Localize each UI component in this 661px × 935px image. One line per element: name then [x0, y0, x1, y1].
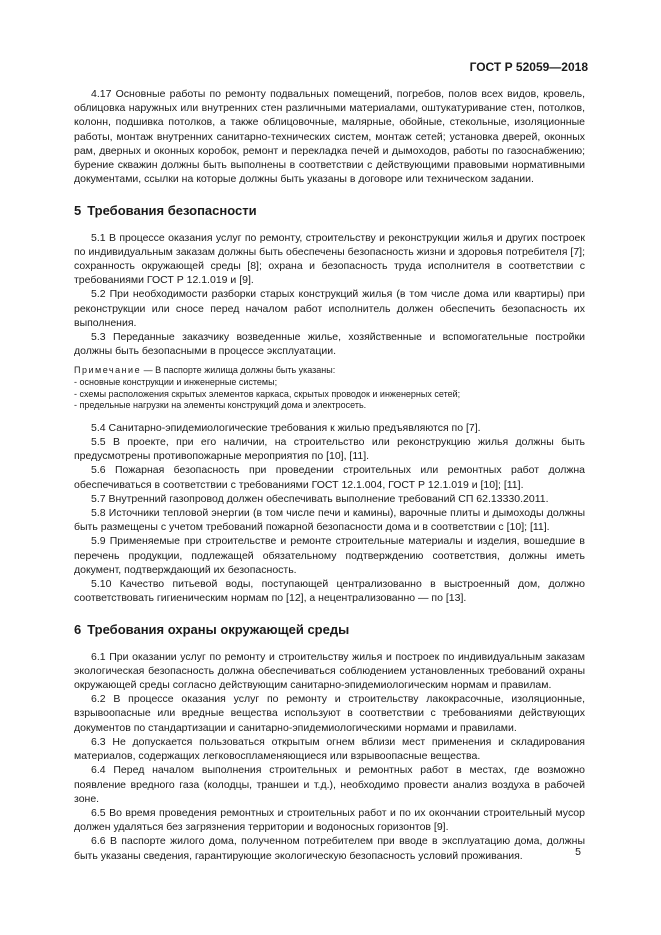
paragraph-5-1: 5.1 В процессе оказания услуг по ремонту, строительству и реконструкции жилья и других построек по индивидуальным заказам должны быть обеспечены безопасность жизни и здоровья потребителя [7]; сохранность окружающей среды [8]; охрана и безопасность труда исполнителя в соответствии с требованиями ГОСТ Р 12.1.019 и [9].: [74, 231, 585, 287]
page-content: [74, 87, 585, 863]
note-item: - основные конструкции и инженерные системы;: [74, 377, 278, 388]
paragraph-6-4: 6.4 Перед началом выполнения строительных и ремонтных работ в местах, где возможно появление вредного газа (колодцы, траншеи и т.д.), необходимо провести анализ воздуха в рабочей зоне.: [74, 764, 585, 805]
note-label: Примечание: [74, 365, 142, 376]
paragraph-5-6: 5.6 Пожарная безопасность при проведении строительных или ремонтных работ должна обеспечиваться в соответствии с требованиями ГОСТ 12.1.004, ГОСТ Р 12.1.019 и [10]; [11].: [74, 464, 585, 491]
section-6-number: 6: [74, 622, 82, 638]
note-item: - предельные нагрузки на элементы конструкций дома и электросеть.: [74, 400, 367, 411]
paragraph-5-7: 5.7 Внутренний газопровод должен обеспечивать выполнение требований СП 62.13330.2011.: [91, 492, 549, 505]
paragraph-6-1: 6.1 При оказании услуг по ремонту и строительству жилья и построек по индивидуальным заказам экологическая безопасность должна обеспечиваться соблюдением установленных требований охраны окружающей среды согласно действующим санитарно-эпидемиологическим нормам и правилам.: [74, 650, 585, 692]
paragraph-5-4: 5.4 Санитарно-эпидемиологические требования к жилью предъявляются по [7].: [91, 421, 481, 434]
note-lead: [74, 365, 585, 377]
paragraph-6-6: 6.6 В паспорте жилого дома, полученном потребителем при вводе в эксплуатацию дома, должны быть указаны сведения, гарантирующие экологическую безопасность условий проживания.: [74, 835, 585, 862]
note-block: [74, 365, 585, 411]
section-5-number: 5: [74, 203, 82, 219]
paragraph-5-3: 5.3 Переданные заказчику возведенные жилье, хозяйственные и вспомогательные постройки должны быть безопасными в процессе эксплуатации.: [74, 331, 585, 358]
paragraph-6-2: 6.2 В процессе оказания услуг по ремонту и строительству лакокрасочные, изоляционные, взрывоопасные или вредные вещества используют в соответствии с требованиями действующих документов по стандартизации и санитарно-эпидемиологическими нормами и правилами.: [74, 693, 585, 734]
paragraph-5-5: 5.5 В проекте, при его наличии, на строительство или реконструкцию жилья должны быть предусмотрены противопожарные мероприятия по [10], [11].: [74, 436, 585, 463]
paragraph-5-9: 5.9 Применяемые при строительстве и ремонте строительные материалы и изделия, вошедшие в перечень продукции, подлежащей обязательному подтверждению соответствия, должны иметь документ, подтверждающий их безопасность.: [74, 535, 585, 576]
page-number: 5: [575, 846, 581, 858]
paragraph-5-8: 5.8 Источники тепловой энергии (в том числе печи и камины), варочные плиты и дымоходы должны быть размещены с учетом требований пожарной безопасности дома и в соответствии с [10]; [11].: [74, 507, 585, 534]
note-lead-text: — В паспорте жилища должны быть указаны:: [141, 365, 336, 376]
paragraph-5-2: 5.2 При необходимости разборки старых конструкций жилья (в том числе дома или квартиры) при реконструкции или сносе перед началом работ исполнитель должен обеспечить безопасность их выполнения.: [74, 288, 585, 329]
document-header: ГОСТ Р 52059—2018: [469, 60, 588, 74]
section-5-title: Требования безопасности: [87, 203, 257, 219]
paragraph-6-5: 6.5 Во время проведения ремонтных и строительных работ и по их окончании строительный мусор должен удаляться без загрязнения территории и водоносных горизонтов [9].: [74, 806, 585, 834]
note-item: - схемы расположения скрытых элементов каркаса, скрытых проводок и инженерных сетей;: [74, 388, 461, 399]
paragraph-4-17: 4.17 Основные работы по ремонту подвальных помещений, погребов, полов всех видов, кровель, облицовка наружных или внутренних стен различными материалами, оштукатуривание стен, потолков, колонн, подшивка потолков, а также облицовочные, малярные, обойные, стекольные, изоляционные работы, монтаж внутренних санитарно-технических систем, монтаж сетей; установка дверей, оконных рам, дверных и оконных коробок, ремонт и перекладка печей и дымоходов, работы по газоснабжению; бурение скважин должны быть выполнены в соответствии с действующими правовыми нормативными документами, ссылки на которые должны быть указаны в договоре или техническом задании.: [74, 88, 585, 186]
section-6-heading: [74, 623, 585, 637]
paragraph-6-3: 6.3 Не допускается пользоваться открытым огнем вблизи мест применения и складирования материалов, содержащих легковоспламеняющиеся или взрывоопасные вещества.: [74, 735, 585, 763]
section-5-heading: [74, 204, 585, 218]
section-6-title: Требования охраны окружающей среды: [87, 622, 350, 638]
paragraph-5-10: 5.10 Качество питьевой воды, поступающей централизованно в выстроенный дом, должно соответствовать гигиеническим нормам по [12], а нецентрализованно — по [13].: [74, 578, 585, 605]
